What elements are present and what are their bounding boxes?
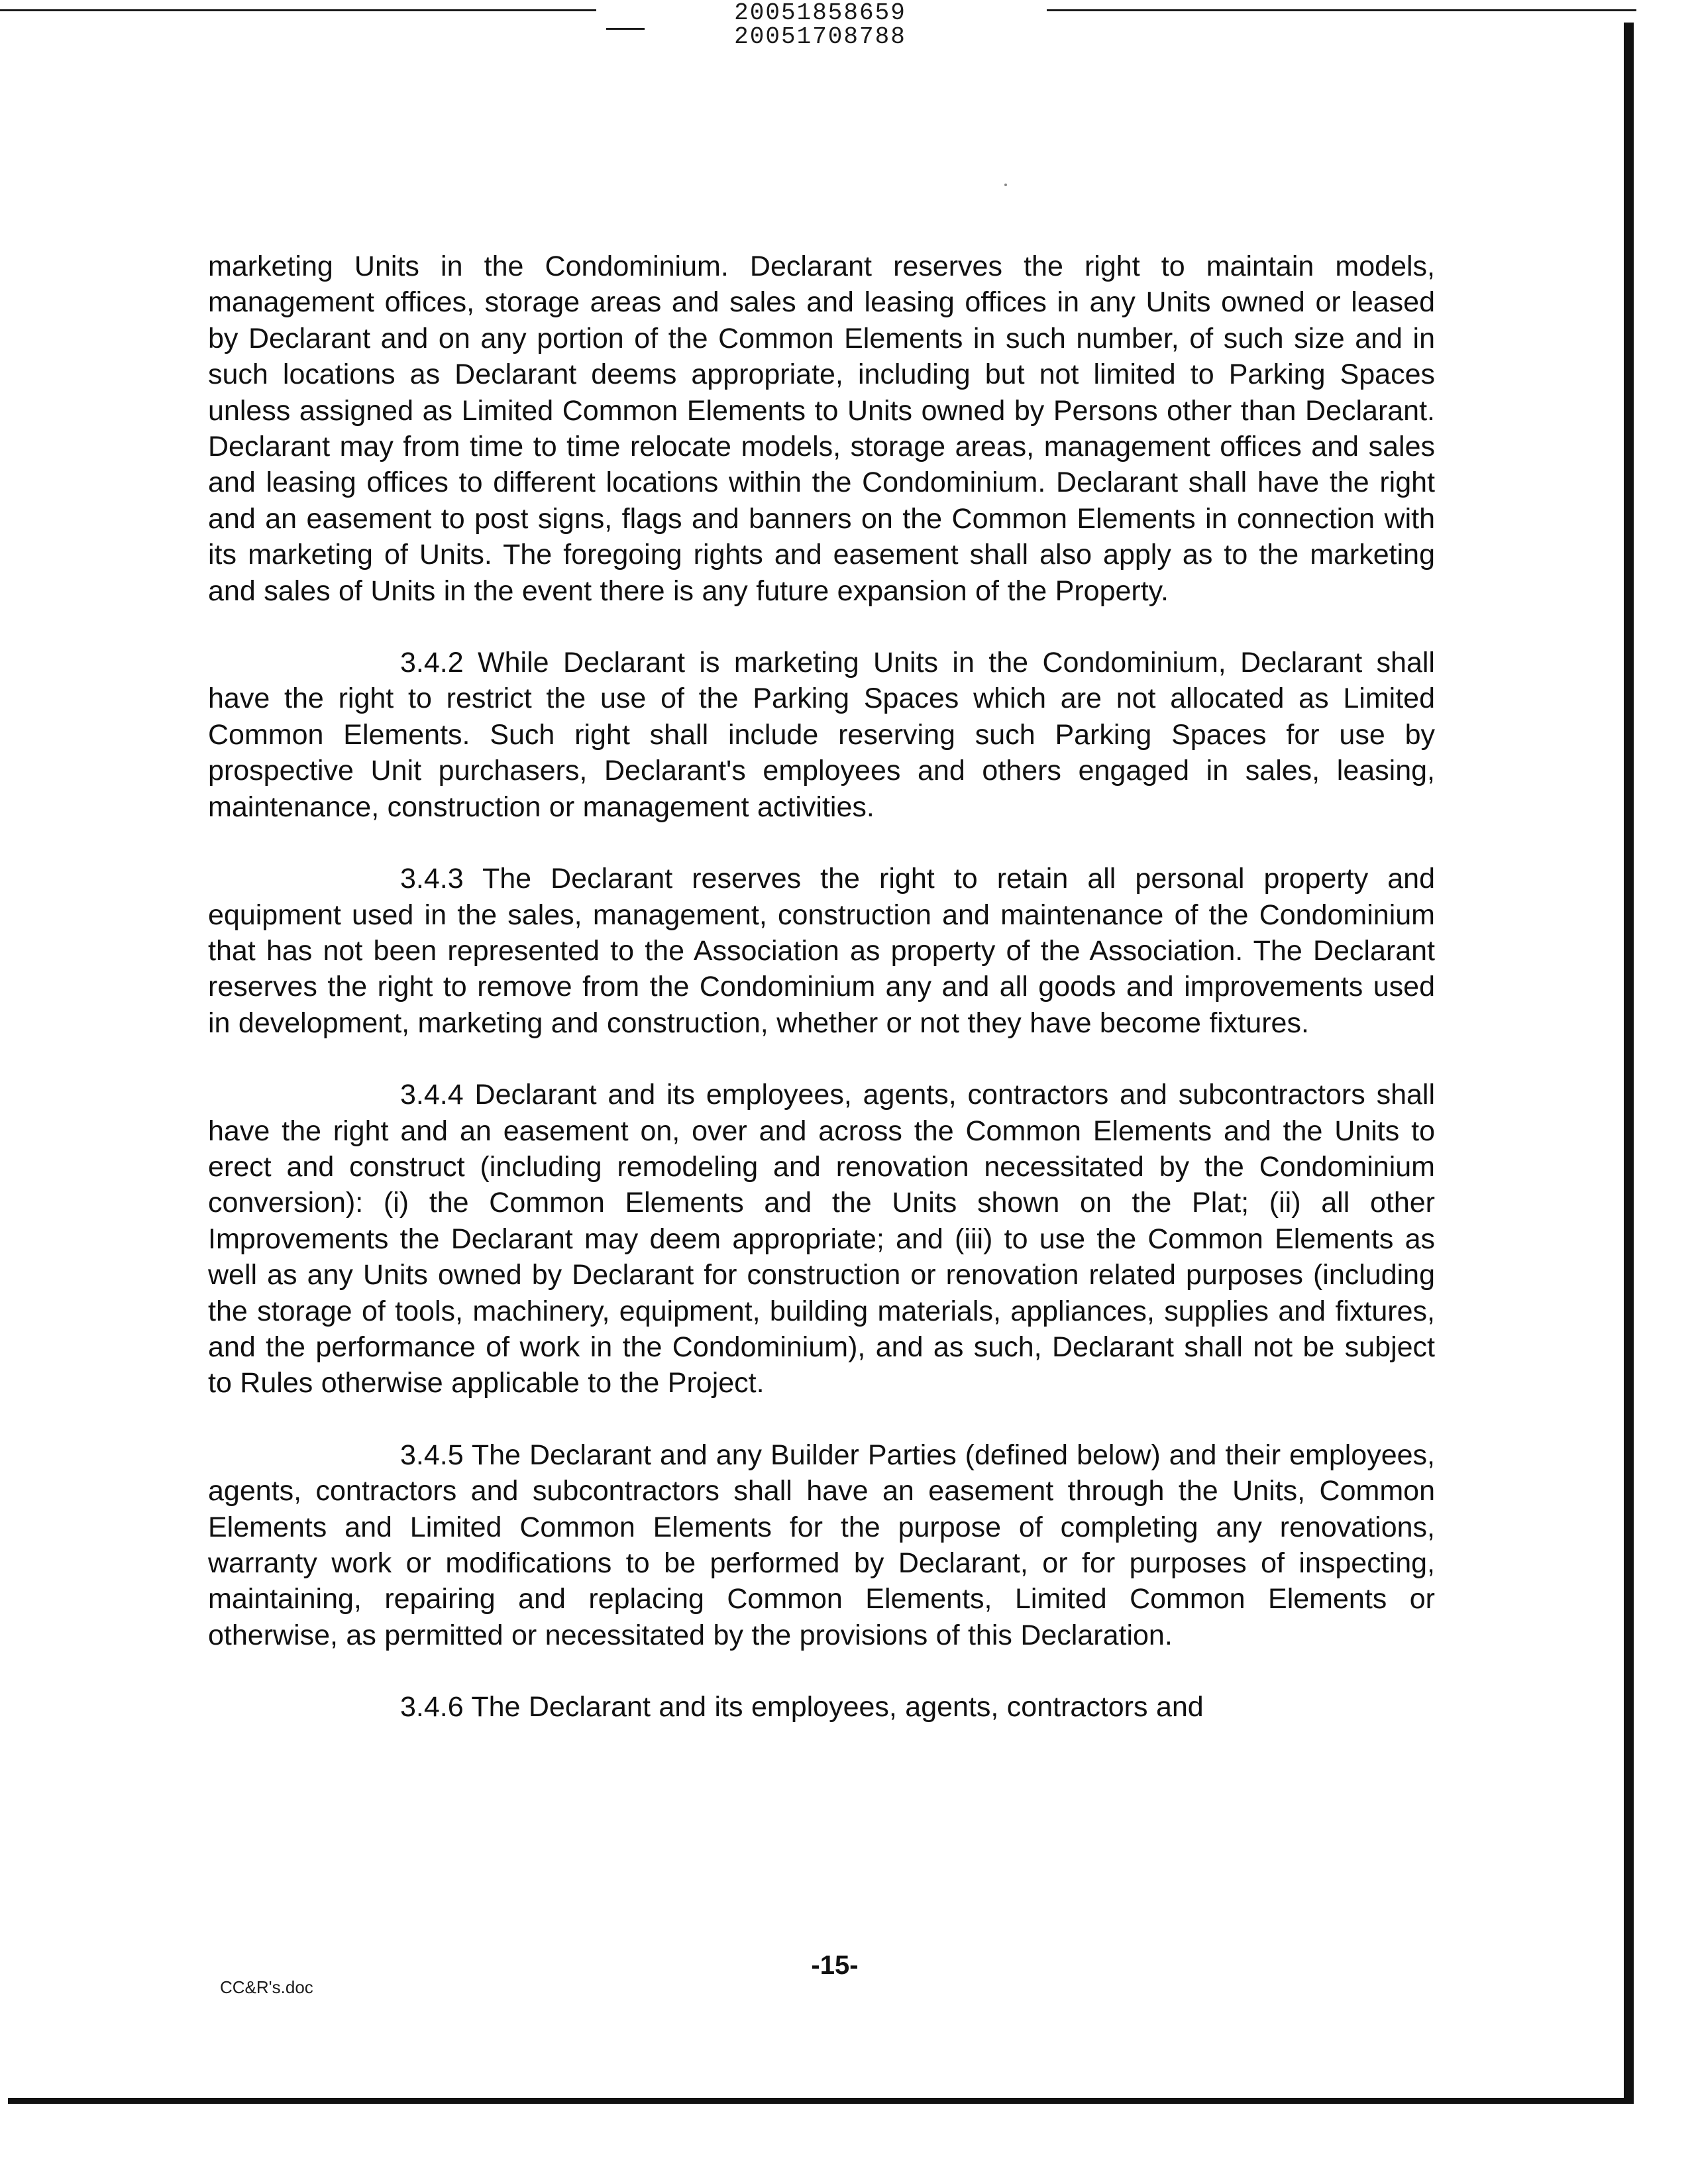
paragraph-3-4-6 bbox=[208, 1689, 1435, 1725]
section-number: 3.4.4 bbox=[400, 1079, 464, 1111]
paragraph-text: The Declarant reserves the right to retain all personal property and equipment used in the sales, management, construction and maintenance of the Condominium that has not been represented to the Association as property of the Association. The Declarant reserves the right to remove from the Condominium any and all goods and improvements used in development, marketing and construction, whether or not they have become fixtures. bbox=[208, 863, 1436, 1039]
scan-bottom-border bbox=[8, 2098, 1634, 2104]
paragraph-3-4-2 bbox=[208, 645, 1435, 825]
section-number: 3.4.2 bbox=[400, 647, 464, 679]
paragraph-3-4-5 bbox=[208, 1437, 1435, 1653]
top-border-rule-right bbox=[1047, 9, 1636, 11]
page-number: -15- bbox=[811, 1951, 859, 1980]
filing-number-stamp bbox=[708, 1, 933, 49]
document-body bbox=[208, 248, 1435, 1725]
paragraph-text: marketing Units in the Condominium. Declarant reserves the right to maintain models, management offices, storage areas and sales and leasing offices in any Units owned or leased by Declarant and on any portion of the Common Elements in such number, of such size and in such locations as Declarant deems appropriate, including but not limited to Parking Spaces unless assigned as Limited Common Elements to Units owned by Persons other than Declarant. Declarant may from time to time relocate models, storage areas, management offices and sales and leasing offices to different locations within the Condominium. Declarant shall have the right and an easement to post signs, flags and banners on the Common Elements in connection with its marketing of Units. The foregoing rights and easement shall also apply as to the marketing and sales of Units in the event there is any future expansion of the Property. bbox=[208, 250, 1435, 607]
paragraph-text: The Declarant and any Builder Parties (defined below) and their employees, agents, contractors and subcontractors shall have an easement through the Units, Common Elements and Limited Common Elements for the purpose of completing any renovations, warranty work or modifications to be performed by Declarant, or for purposes of inspecting, maintaining, repairing and replacing Common Elements, Limited Common Elements or otherwise, as permitted or necessitated by the provisions of this Declaration. bbox=[208, 1439, 1435, 1651]
filing-number-secondary: 20051708788 bbox=[734, 23, 906, 50]
paragraph-3-4-4 bbox=[208, 1077, 1435, 1401]
header-dash bbox=[606, 28, 645, 30]
paragraph-3-4-3 bbox=[208, 861, 1435, 1041]
paragraph-continuation bbox=[208, 248, 1435, 609]
section-number: 3.4.3 bbox=[400, 863, 464, 895]
section-number: 3.4.5 bbox=[400, 1439, 464, 1471]
paragraph-text: The Declarant and its employees, agents, contractors and bbox=[471, 1691, 1204, 1723]
filing-number-primary: 20051858659 bbox=[734, 0, 906, 27]
footer-file-name: CC&R's.doc bbox=[220, 1977, 313, 1997]
scan-speck bbox=[1004, 184, 1007, 186]
top-border-rule-left bbox=[0, 9, 596, 11]
section-number: 3.4.6 bbox=[400, 1691, 464, 1723]
paragraph-text: Declarant and its employees, agents, contractors and subcontractors shall have the right and an easement on, over and across the Common Elements and the Units to erect and construct (including remodeling and renovation necessitated by the Condominium conversion): (i) the Common Elements and the Units shown on the Plat; (ii) all other Improvements the Declarant may deem appropriate; and (iii) to use the Common Elements as well as any Units owned by Declarant for construction or renovation related purposes (including the storage of tools, machinery, equipment, building materials, appliances, supplies and fixtures, and the performance of work in the Condominium), and as such, Declarant shall not be subject to Rules otherwise applicable to the Project. bbox=[208, 1079, 1436, 1399]
scan-right-border bbox=[1624, 23, 1634, 2103]
paragraph-text: While Declarant is marketing Units in the Condominium, Declarant shall have the right to restrict the use of the Parking Spaces which are not allocated as Limited Common Elements. Such right shall include reserving such Parking Spaces for use by prospective Unit purchasers, Declarant's employees and others engaged in sales, leasing, maintenance, construction or management activities. bbox=[208, 647, 1435, 823]
